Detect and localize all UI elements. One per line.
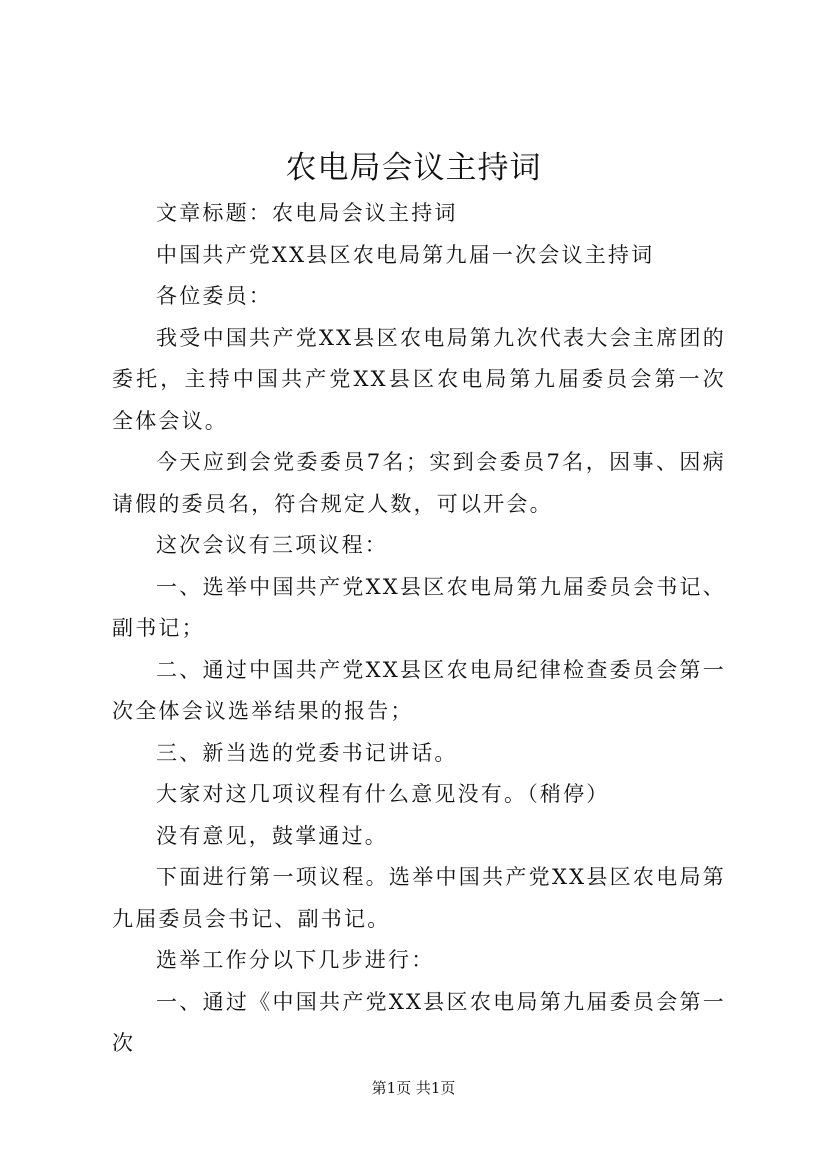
page-footer: 第1页 共1页 [371,1079,456,1097]
document-title: 农电局会议主持词 [285,150,542,186]
paragraph: 没有意见，鼓掌通过。 [156,823,388,848]
paragraph: 下面进行第一项议程。选举中国共产党XX县区农电局第九届委员会书记、副书记。 [112,865,726,931]
paragraph: 一、通过《中国共产党XX县区农电局第九届委员会第一次 [112,989,726,1055]
paragraph: 各位委员： [156,284,272,308]
paragraph: 大家对这几项议程有什么意见没有。（稍停） [156,782,610,806]
paragraph: 这次会议有三项议程： [156,533,388,557]
paragraph: 文章标题：农电局会议主持词 [156,201,458,225]
paragraph: 一、选举中国共产党XX县区农电局第九届委员会书记、副书记； [112,574,726,640]
paragraph: 中国共产党XX县区农电局第九届一次会议主持词 [156,242,655,267]
document-body [112,193,726,1065]
paragraph: 今天应到会党委委员7名；实到会委员7名，因事、因病请假的委员名，符合规定人数，可以开会。 [112,450,726,516]
paragraph: 二、通过中国共产党XX县区农电局纪律检查委员会第一次全体会议选举结果的报告； [112,657,726,723]
paragraph: 选举工作分以下几步进行： [156,948,435,972]
paragraph: 我受中国共产党XX县区农电局第九次代表大会主席团的委托，主持中国共产党XX县区农电局第九届委员会第一次全体会议。 [112,325,726,433]
paragraph: 三、新当选的党委书记讲话。 [156,740,458,765]
